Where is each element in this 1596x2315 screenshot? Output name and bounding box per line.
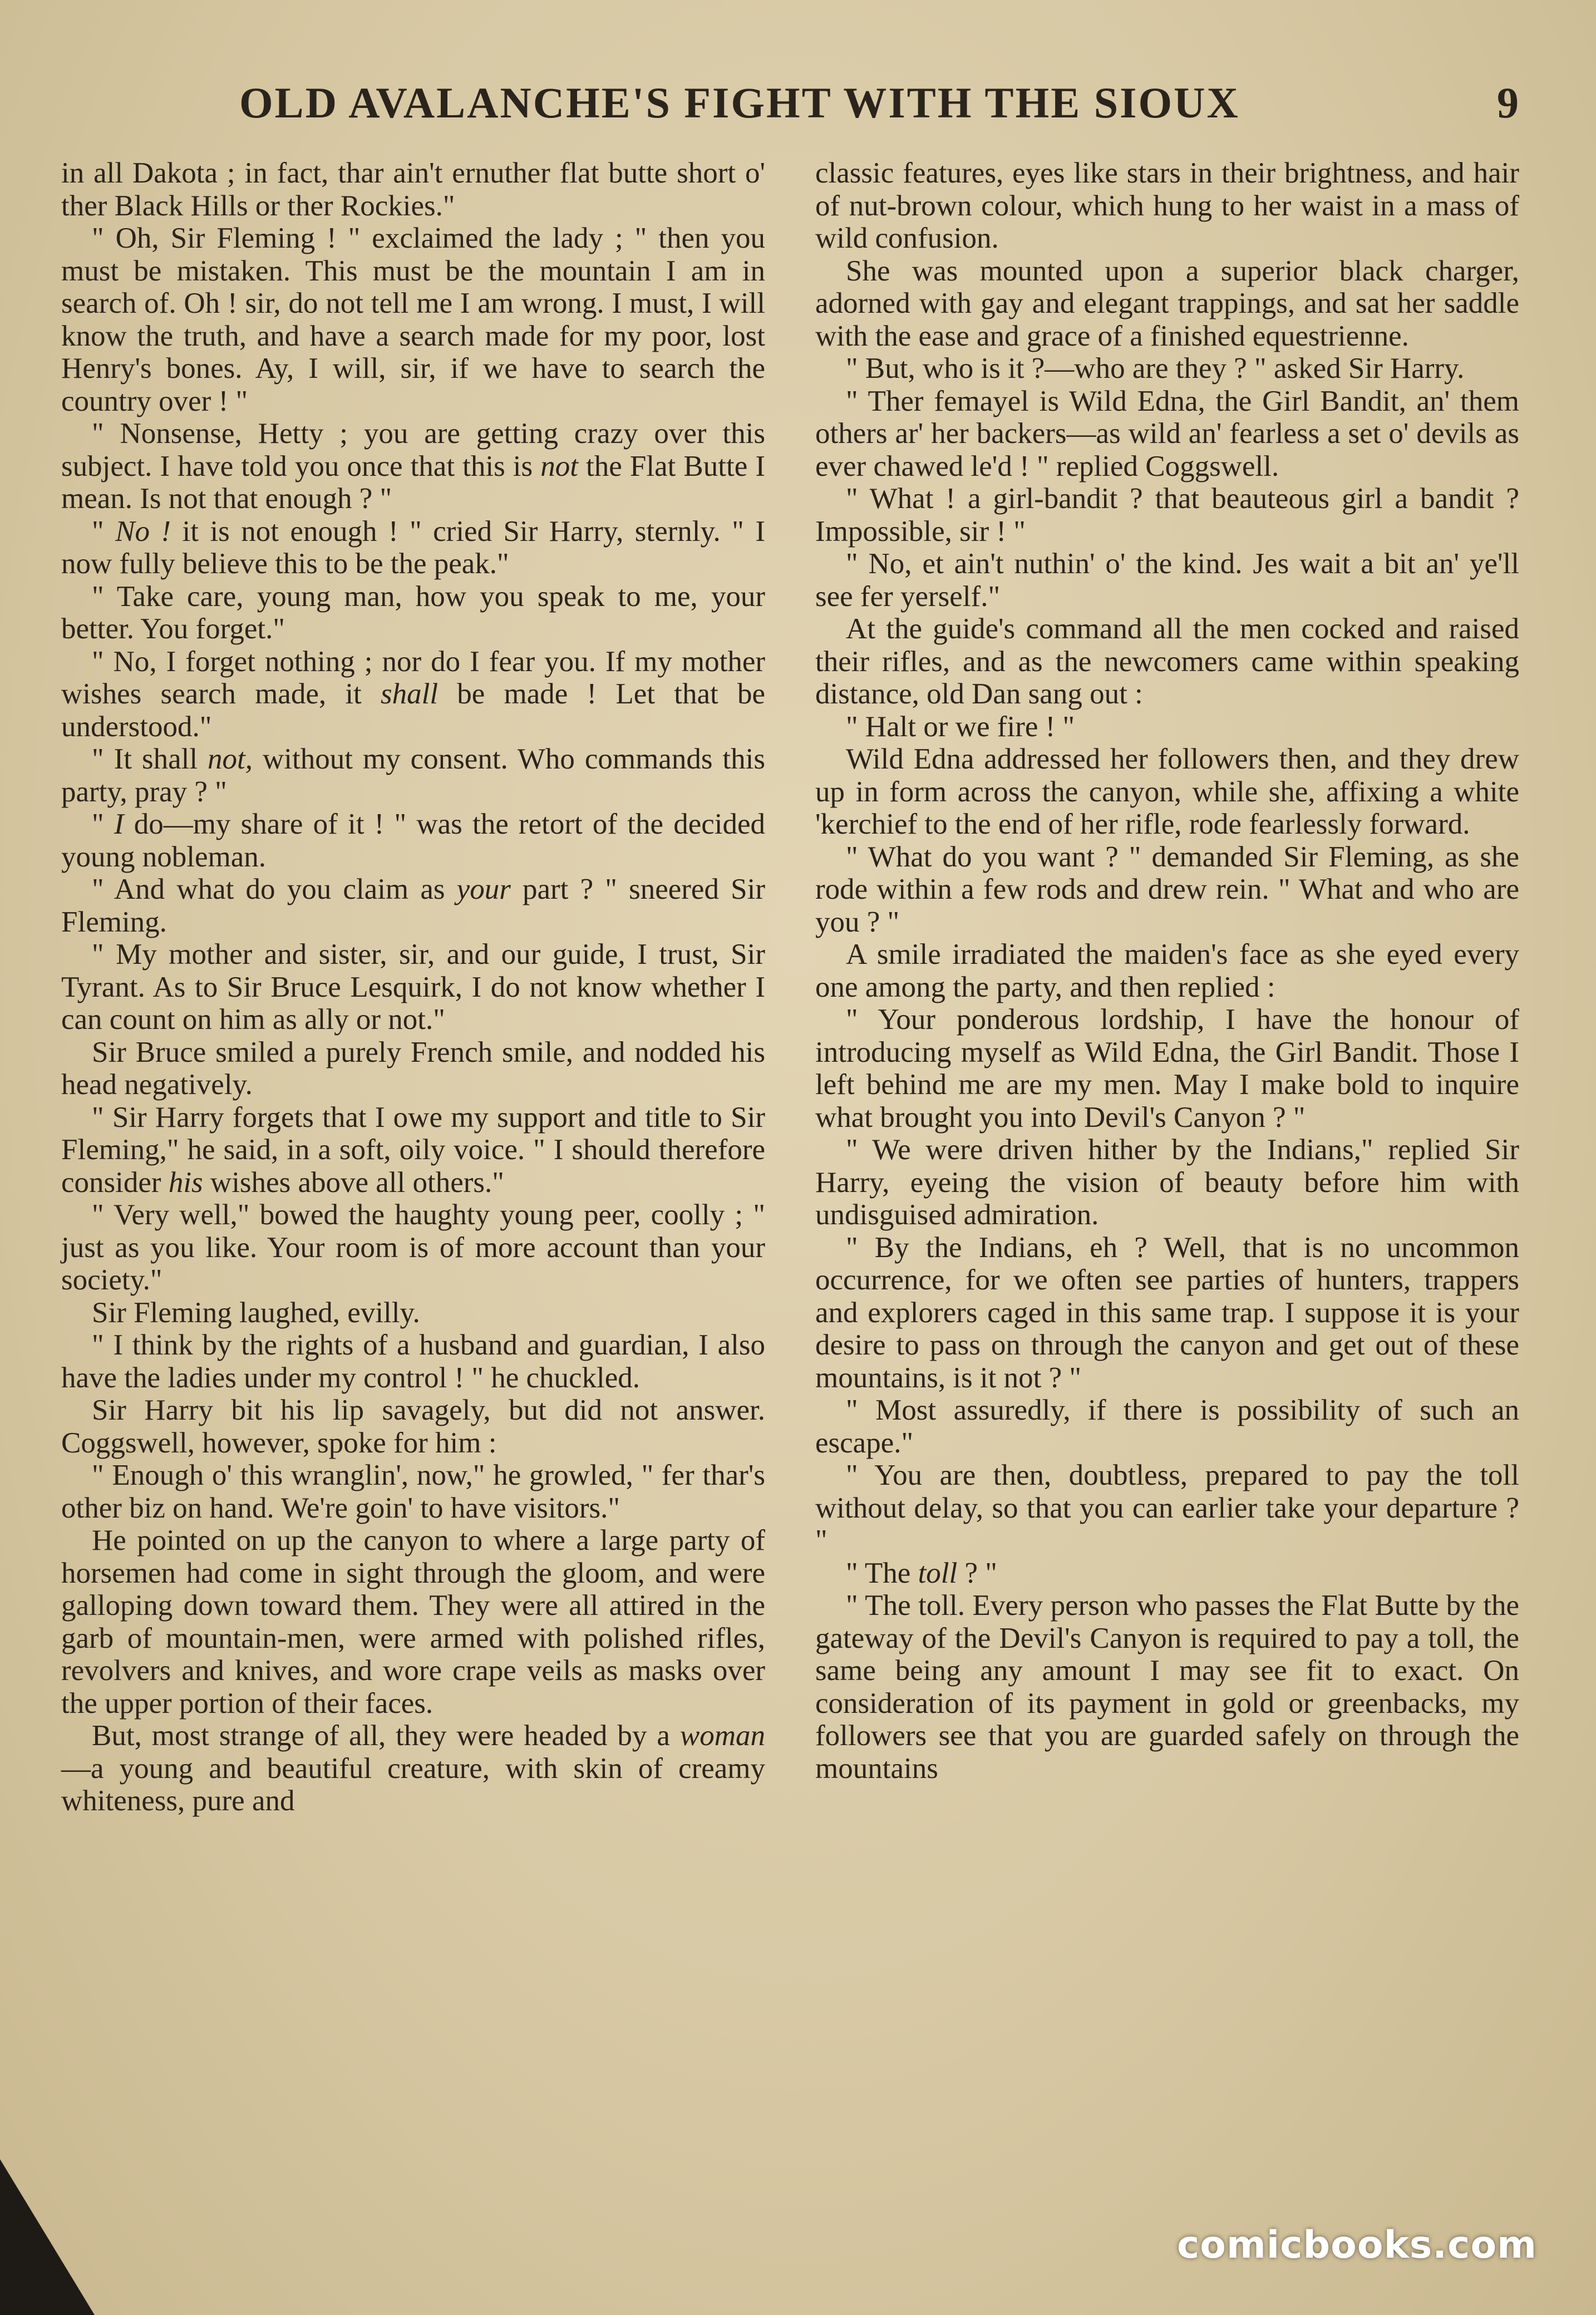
paragraph bbox=[815, 938, 1519, 1003]
body-text: At the guide's command all the men cocked and raised their rifles, and as the newcomers came within speaking distance, old Dan sang out : bbox=[815, 613, 1519, 710]
body-text: " Very well," bowed the haughty young peer, coolly ; " just as you like. Your room is of more account than your society." bbox=[61, 1199, 765, 1296]
body-text: " What do you want ? " demanded Sir Fleming, as she rode within a few rods and drew rein. " What and who are you ? " bbox=[815, 840, 1519, 938]
paragraph bbox=[815, 1003, 1519, 1134]
body-text: Wild Edna addressed her followers then, and they drew up in form across the canyon, while she, affixing a white 'kerchief to the end of her rifle, rode fearlessly forward. bbox=[815, 743, 1519, 840]
body-text: " No, et ain't nuthin' o' the kind. Jes wait a bit an' ye'll see fer yerself." bbox=[815, 548, 1519, 613]
page-number: 9 bbox=[1497, 78, 1519, 127]
paragraph bbox=[61, 938, 765, 1036]
emphasis-text: not bbox=[540, 450, 578, 482]
paragraph bbox=[815, 482, 1519, 548]
paragraph bbox=[61, 1329, 765, 1394]
body-text: " Take care, young man, how you speak to me, your better. You forget." bbox=[61, 580, 765, 645]
paragraph bbox=[815, 711, 1519, 743]
body-text: A smile irradiated the maiden's face as she eyed every one among the party, and then replied : bbox=[815, 938, 1519, 1003]
paragraph bbox=[61, 1394, 765, 1459]
emphasis-text: toll bbox=[918, 1557, 958, 1589]
body-text: " You are then, doubtless, prepared to pay the toll without delay, so that you can earlier take your departure ? " bbox=[815, 1459, 1519, 1557]
body-text: Sir Harry bit his lip savagely, but did not answer. Coggswell, however, spoke for him : bbox=[61, 1394, 765, 1459]
site-watermark: comicbooks.com bbox=[1177, 2223, 1538, 2267]
body-text: —a young and beautiful creature, with skin of creamy whiteness, pure and bbox=[61, 1752, 765, 1817]
body-text: " bbox=[92, 808, 114, 840]
paragraph bbox=[61, 808, 765, 873]
body-text: " Oh, Sir Fleming ! " exclaimed the lady ; " then you must be mistaken. This must be the mountain I am in search of. Oh ! sir, do not tell me I am wrong. I must, I will know the truth, and have a search made for my poor, lost Henry's bones. Ay, I will, sir, if we have to search the country over ! " bbox=[61, 222, 765, 417]
body-text: She was mounted upon a superior black charger, adorned with gay and elegant trappings, and sat her saddle with the ease and grace of a finished equestrienne. bbox=[815, 254, 1519, 352]
body-text: be made ! Let that be understood." bbox=[61, 678, 765, 743]
body-text: " Enough o' this wranglin', now," he growled, " fer thar's other biz on hand. We're goin' to have visitors." bbox=[61, 1459, 765, 1524]
body-text: " It shall bbox=[92, 743, 208, 775]
paragraph bbox=[815, 157, 1519, 255]
body-text: " I think by the rights of a husband and guardian, I also have the ladies under my control ! " he chuckled. bbox=[61, 1329, 765, 1394]
paragraph bbox=[61, 873, 765, 938]
body-text: " The bbox=[846, 1557, 918, 1589]
body-text: " But, who is it ?—who are they ? " asked Sir Harry. bbox=[846, 352, 1465, 385]
body-text: " bbox=[92, 515, 116, 548]
paragraph bbox=[61, 1297, 765, 1329]
emphasis-text: woman bbox=[679, 1720, 765, 1752]
body-text: " No, I forget nothing ; nor do I fear you. If my mother wishes search made, it bbox=[61, 645, 765, 710]
body-text: " We were driven hither by the Indians," replied Sir Harry, eyeing the vision of beauty before him with undisguised admiration. bbox=[815, 1134, 1519, 1231]
paragraph bbox=[815, 1232, 1519, 1395]
paragraph bbox=[61, 743, 765, 808]
paragraph bbox=[61, 1459, 765, 1524]
body-text: " By the Indians, eh ? Well, that is no uncommon occurrence, for we often see parties of hunters, trappers and explorers caged in this same trap. I suppose it is your desire to pass on through the canyon and get out of these mountains, is it not ? " bbox=[815, 1231, 1519, 1394]
paragraph bbox=[61, 417, 765, 515]
body-text: " Halt or we fire ! " bbox=[846, 710, 1075, 743]
emphasis-text: No ! bbox=[115, 515, 171, 548]
emphasis-text: I bbox=[114, 808, 124, 840]
body-text: " Most assuredly, if there is possibility of such an escape." bbox=[815, 1394, 1519, 1459]
body-text: " The toll. Every person who passes the Flat Butte by the gateway of the Devil's Canyon is required to pay a toll, the same being any amount I may see fit to exact. On consideration of its payment in gold or greenbacks, my followers see that you are guarded safely on through the mountains bbox=[815, 1589, 1519, 1785]
paragraph bbox=[61, 1720, 765, 1817]
body-text: " My mother and sister, sir, and our guide, I trust, Sir Tyrant. As to Sir Bruce Lesquirk, I do not know whether I can count on him as ally or not." bbox=[61, 938, 765, 1036]
body-text: He pointed on up the canyon to where a large party of horsemen had come in sight through the gloom, and were galloping down toward them. They were all attired in the garb of mountain-men, were armed with polished rifles, revolvers and knives, and wore crape veils as masks over the upper portion of their faces. bbox=[61, 1524, 765, 1720]
body-text: it is not enough ! " cried Sir Harry, sternly. " I now fully believe this to be the peak." bbox=[61, 515, 766, 580]
paragraph bbox=[815, 1589, 1519, 1785]
body-text: wishes above all others." bbox=[203, 1166, 504, 1199]
paragraph bbox=[815, 1557, 1519, 1590]
body-text: in all Dakota ; in fact, thar ain't ernuther flat butte short o' ther Black Hills or ther Rockies." bbox=[61, 157, 765, 222]
emphasis-text: shall bbox=[381, 678, 439, 710]
body-text: the Flat Butte I mean. Is not that enough ? " bbox=[61, 450, 765, 515]
text-column-left bbox=[61, 157, 765, 1817]
running-title: OLD AVALANCHE'S FIGHT WITH THE SIOUX bbox=[239, 78, 1240, 127]
body-text: ? " bbox=[957, 1557, 997, 1589]
paragraph bbox=[61, 580, 765, 646]
emphasis-text: not, bbox=[208, 743, 253, 775]
paragraph bbox=[815, 352, 1519, 385]
body-text: part ? " sneered Sir Fleming. bbox=[61, 873, 765, 938]
page-corner-shadow bbox=[0, 2159, 95, 2315]
body-text: " Ther femayel is Wild Edna, the Girl Bandit, an' them others ar' her backers—as wild an' fearless a set o' devils as ever chawed le'd ! " replied Coggswell. bbox=[815, 385, 1519, 482]
paragraph bbox=[61, 222, 765, 417]
body-text: Sir Bruce smiled a purely French smile, and nodded his head negatively. bbox=[61, 1036, 765, 1101]
paragraph bbox=[61, 1524, 765, 1720]
paragraph bbox=[815, 1134, 1519, 1232]
paragraph bbox=[815, 255, 1519, 353]
page-header bbox=[0, 78, 1596, 139]
paragraph bbox=[815, 743, 1519, 841]
paragraph bbox=[815, 385, 1519, 483]
body-text: classic features, eyes like stars in their brightness, and hair of nut-brown colour, which hung to her waist in a mass of wild confusion. bbox=[815, 157, 1519, 254]
paragraph bbox=[61, 646, 765, 743]
paragraph bbox=[815, 613, 1519, 711]
body-text: " Sir Harry forgets that I owe my support and title to Sir Fleming," he said, in a soft, oily voice. " I should therefore consider bbox=[61, 1101, 765, 1199]
body-text: " What ! a girl-bandit ? that beauteous girl a bandit ? Impossible, sir ! " bbox=[815, 482, 1519, 548]
emphasis-text: his bbox=[168, 1166, 203, 1199]
paragraph bbox=[61, 515, 765, 580]
paragraph bbox=[815, 1394, 1519, 1459]
paragraph bbox=[815, 1459, 1519, 1557]
paragraph bbox=[61, 1036, 765, 1101]
paragraph bbox=[61, 1101, 765, 1199]
text-column-right bbox=[815, 157, 1519, 1785]
emphasis-text: your bbox=[456, 873, 511, 905]
body-text: without my consent. Who commands this party, pray ? " bbox=[61, 743, 765, 808]
body-text: do—my share of it ! " was the retort of the decided young nobleman. bbox=[61, 808, 765, 873]
body-text: But, most strange of all, they were headed by a bbox=[92, 1720, 680, 1752]
paragraph bbox=[815, 841, 1519, 939]
body-text: " And what do you claim as bbox=[92, 873, 457, 905]
paragraph bbox=[61, 1199, 765, 1297]
body-text: Sir Fleming laughed, evilly. bbox=[92, 1296, 420, 1329]
paragraph bbox=[815, 548, 1519, 613]
paragraph bbox=[61, 157, 765, 222]
body-text: " Nonsense, Hetty ; you are getting crazy over this subject. I have told you once that this is bbox=[61, 417, 765, 482]
body-text: " Your ponderous lordship, I have the honour of introducing myself as Wild Edna, the Girl Bandit. Those I left behind me are my men. May I make bold to inquire what brought you into Devil's Canyon ? " bbox=[815, 1003, 1519, 1134]
